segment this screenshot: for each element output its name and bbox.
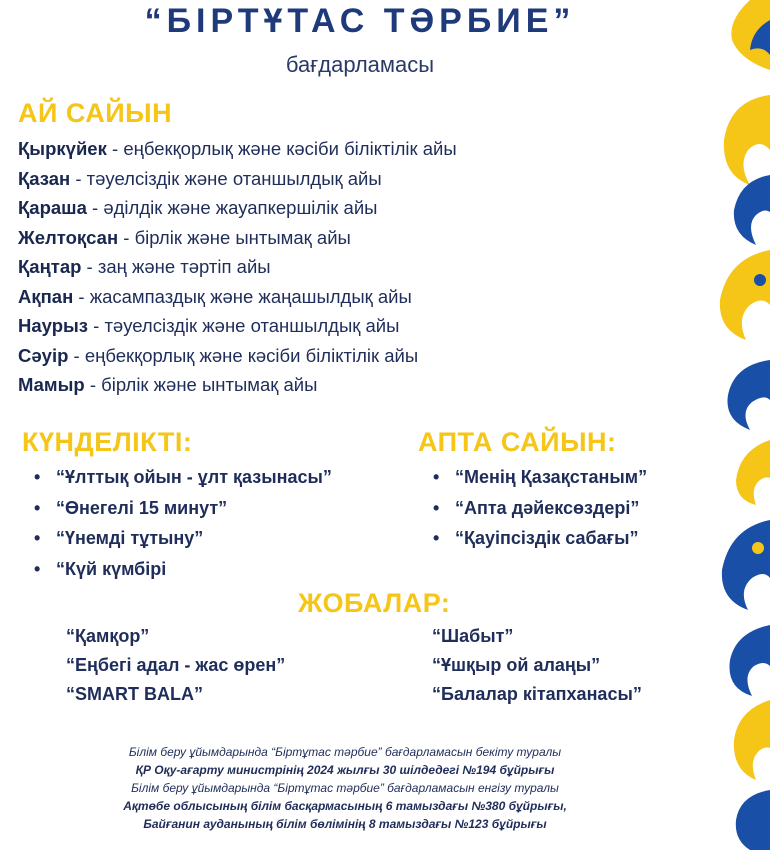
daily-item: “Өнегелі 15 минут”	[56, 497, 228, 518]
weekly-list	[433, 467, 647, 559]
weekly-item: “Менің Қазақстаным”	[455, 467, 648, 487]
month-name: Қазан	[18, 167, 71, 189]
list-item	[18, 197, 457, 227]
ornament-motif	[736, 790, 770, 850]
list-item	[433, 528, 647, 559]
month-name: Қараша	[18, 197, 87, 218]
month-theme: - бірлік және ынтымақ айы	[118, 226, 351, 248]
bullet-icon: •	[34, 558, 41, 579]
page-title: “БІРТҰТАС ТӘРБИЕ”	[144, 2, 576, 40]
weekly-item: “Апта дәйексөздері”	[455, 497, 640, 518]
list-item	[433, 467, 647, 498]
bullet-icon: •	[34, 497, 41, 518]
list-item	[18, 168, 457, 198]
list-item	[18, 227, 457, 257]
month-theme: - еңбекқорлық және кәсіби біліктілік айы	[68, 344, 419, 366]
footer-line: Ақтөбе облысының білім басқармасының 6 тамыздағы №380 бұйрығы,	[123, 799, 567, 813]
daily-list	[34, 467, 332, 589]
month-name: Ақпан	[18, 285, 74, 307]
ornament-motif	[731, 0, 770, 70]
list-item	[18, 286, 457, 316]
monthly-heading: АЙ САЙЫН	[18, 98, 173, 128]
daily-item: “Күй күмбірі	[56, 558, 167, 579]
daily-item: “Үнемді тұтыну”	[56, 528, 204, 548]
weekly-heading: АПТА САЙЫН:	[418, 427, 617, 457]
list-item	[34, 498, 332, 529]
month-name: Қаңтар	[18, 256, 82, 277]
ornament-motif	[727, 360, 770, 505]
month-theme: - жасампаздық және жаңашылдық айы	[73, 285, 412, 307]
list-item	[34, 528, 332, 559]
project-item: “Еңбегі адал - жас өрен”	[66, 655, 286, 675]
month-theme: - еңбекқорлық және кәсіби біліктілік айы	[106, 138, 457, 159]
ornament-motif	[724, 95, 770, 245]
projects-heading: ЖОБАЛАР:	[298, 588, 451, 618]
bullet-icon: •	[34, 467, 41, 487]
page-subtitle: бағдарламасы	[285, 52, 435, 77]
projects-right-list	[432, 626, 642, 713]
bullet-icon: •	[433, 497, 440, 518]
project-item: “Шабыт”	[432, 626, 514, 646]
projects-left-list	[66, 626, 285, 713]
footer-references	[0, 743, 690, 833]
list-item	[18, 345, 457, 375]
list-item	[18, 138, 457, 168]
project-item: “SMART BALA”	[66, 684, 203, 704]
ornament-motif	[729, 625, 770, 780]
footer-line: Байғанин ауданының білім бөлімінің 8 тамыздағы №123 бұйрығы	[143, 817, 547, 831]
footer-line: Білім беру ұйымдарында “Біртұтас тәрбие” бағдарламасын бекіту туралы	[128, 745, 562, 759]
list-item	[18, 315, 457, 345]
list-item	[433, 498, 647, 529]
kazakh-ornament-border	[710, 0, 770, 850]
month-name: Қыркүйек	[18, 138, 107, 159]
list-item	[18, 256, 457, 286]
project-item: “Ұшқыр ой алаңы”	[432, 655, 601, 675]
bullet-icon: •	[433, 528, 440, 548]
month-theme: - әділдік және жауапкершілік айы	[86, 197, 378, 218]
weekly-item: “Қауіпсіздік сабағы”	[455, 528, 639, 548]
ornament-motif	[720, 250, 770, 340]
month-name: Желтоқсан	[18, 226, 119, 248]
list-item	[34, 559, 332, 590]
footer-line: ҚР Оқу-ағарту министрінің 2024 жылғы 30 шілдедегі №194 бұйрығы	[135, 763, 555, 777]
daily-item: “Ұлттық ойын - ұлт қазынасы”	[56, 467, 332, 487]
monthly-list	[18, 138, 457, 404]
footer-line: Білім беру ұйымдарында “Біртұтас тәрбие” бағдарламасын енгізу туралы	[131, 781, 559, 795]
project-item: “Қамқор”	[66, 626, 150, 646]
month-theme: - тәуелсіздік және отаншылдық айы	[70, 167, 382, 189]
month-name: Сәуір	[18, 344, 69, 366]
daily-heading: КҮНДЕЛІКТІ:	[22, 427, 193, 457]
list-item	[18, 374, 457, 404]
month-name: Мамыр	[18, 374, 85, 395]
bullet-icon: •	[34, 528, 41, 548]
project-item: “Балалар кітапханасы”	[432, 684, 642, 704]
month-theme: - бірлік және ынтымақ айы	[84, 374, 318, 395]
month-theme: - заң және тәртіп айы	[81, 256, 271, 277]
month-theme: - тәуелсіздік және отаншылдық айы	[88, 315, 400, 336]
list-item	[34, 467, 332, 498]
month-name: Наурыз	[18, 315, 88, 336]
ornament-motif	[722, 520, 770, 610]
bullet-icon: •	[433, 467, 440, 487]
